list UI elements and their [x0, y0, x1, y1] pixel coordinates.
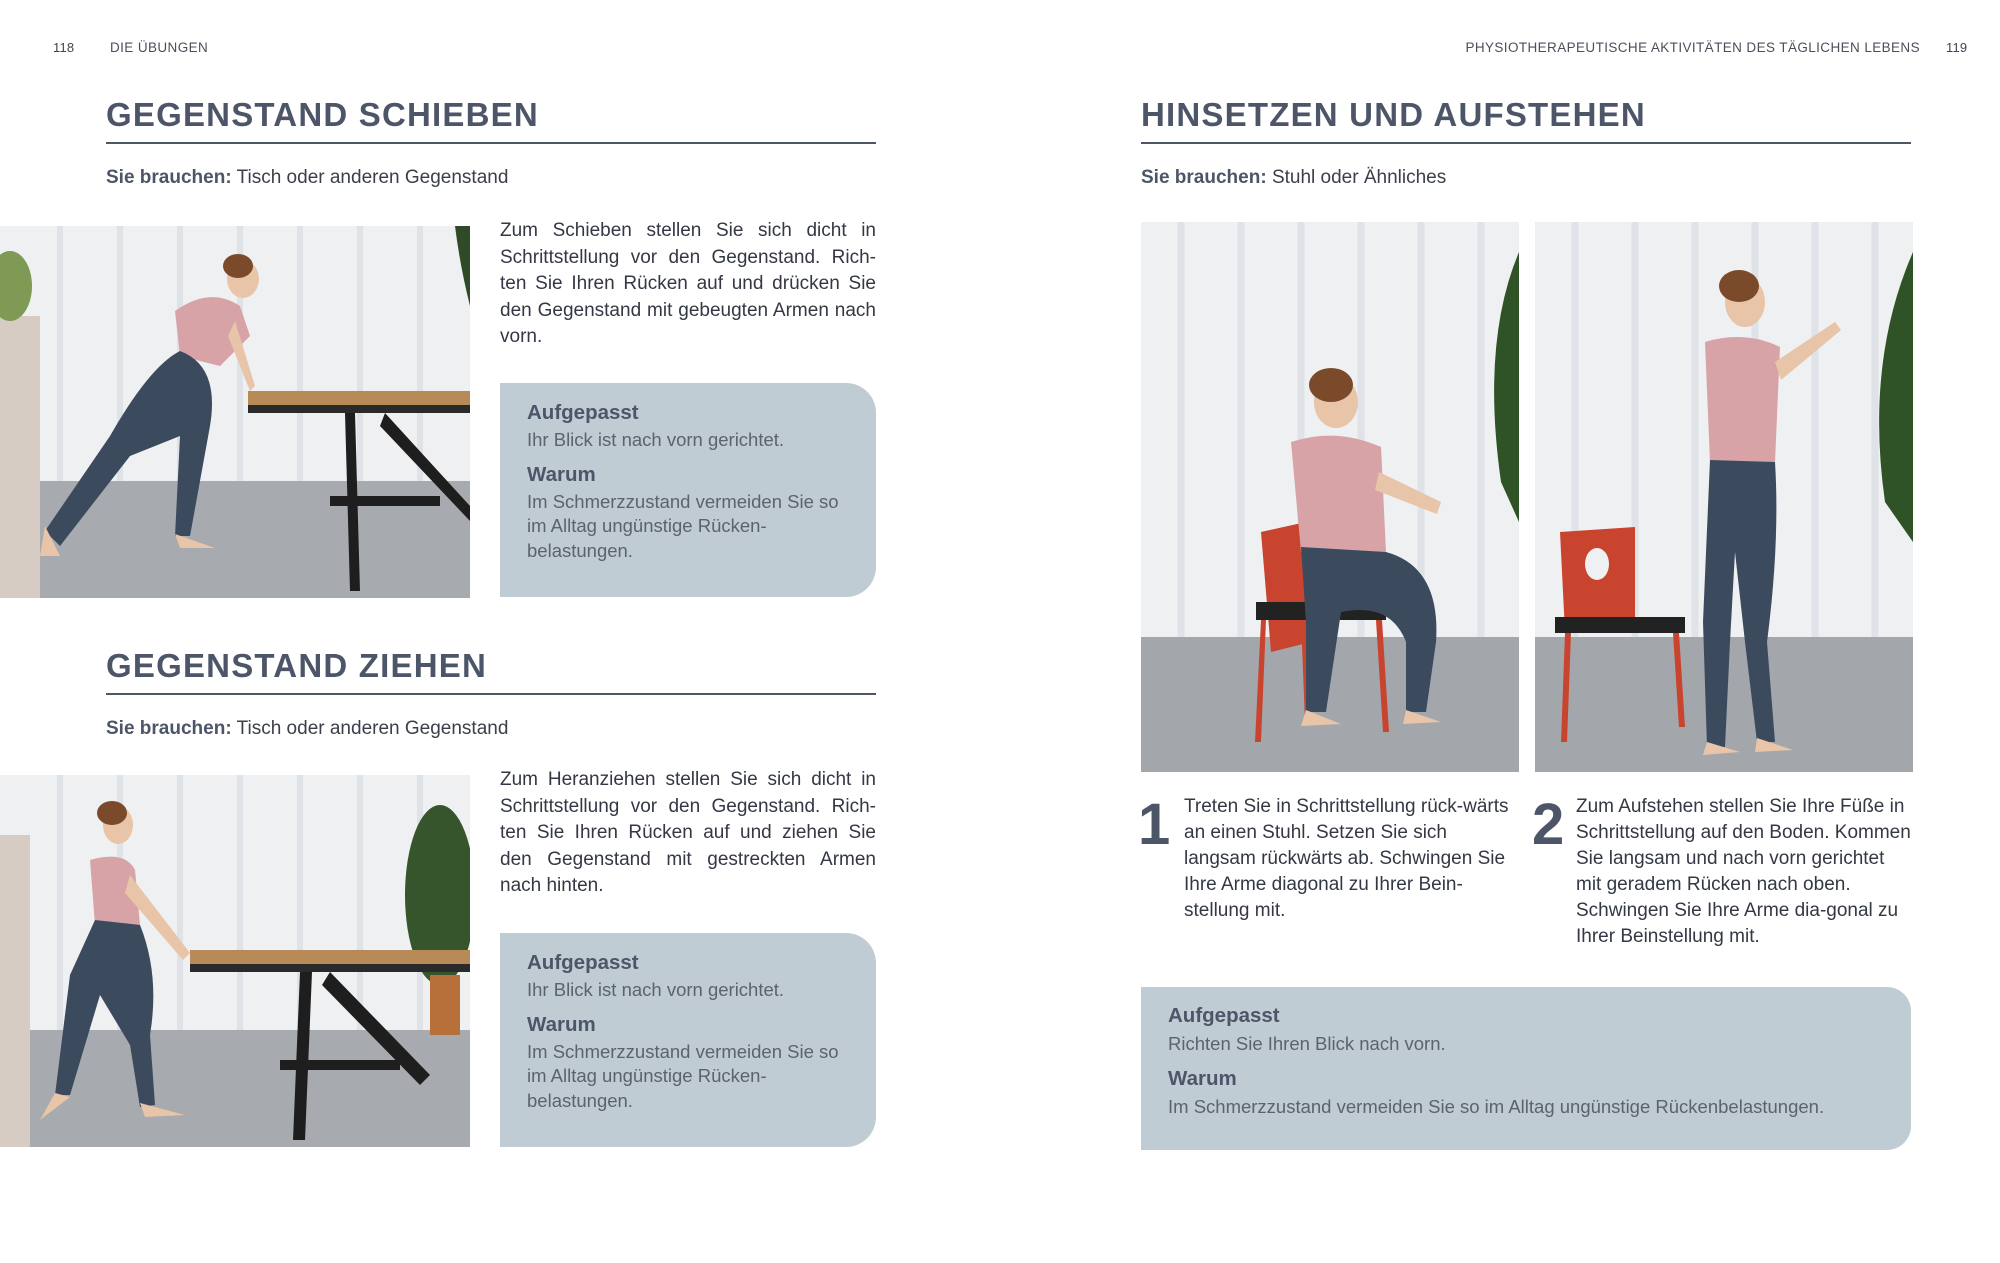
- requirement-label: Sie brauchen:: [106, 167, 232, 188]
- instructions-schieben: Zum Schieben stellen Sie sich dicht in Schrittstellung vor den Gegenstand. Rich-ten Sie Ihren Rücken auf und drücken Sie den Gegenstand mit gebeugten Armen nach vorn.: [500, 220, 876, 347]
- tip-heading-warum: Warum: [1168, 1066, 1237, 1090]
- tip-text-aufgepasst: Richten Sie Ihren Blick nach vorn.: [1168, 1033, 1446, 1054]
- requirement-hinsetzen: [1141, 167, 1446, 189]
- page-number-right: 119: [1946, 40, 1968, 55]
- running-head-right: PHYSIOTHERAPEUTISCHE AKTIVITÄTEN DES TÄGLICHEN LEBENS: [1465, 40, 1920, 55]
- tip-box-schieben: [500, 383, 876, 597]
- step-number-1: 1: [1138, 792, 1171, 857]
- tip-heading-warum: Warum: [527, 1012, 596, 1036]
- tip-heading-aufgepasst: Aufgepasst: [1168, 1004, 1280, 1027]
- tip-heading-aufgepasst: Aufgepasst: [527, 401, 639, 424]
- requirement-value: Tisch oder anderen Gegenstand: [236, 167, 509, 188]
- section-title-ziehen: GEGENSTAND ZIEHEN: [106, 647, 876, 695]
- tip-heading-aufgepasst: Aufgepasst: [527, 951, 639, 974]
- step-text-2: Zum Aufstehen stellen Sie Ihre Füße in Schrittstellung auf den Boden. Kommen Sie langsam und nach vorn gerichtet mit geradem Rücken nach oben. Schwingen Sie Ihre Arme dia-gonal zu Ihrer Beinstellung mit.: [1576, 796, 1911, 947]
- tip-box-hinsetzen: [1141, 987, 1911, 1150]
- photo-pulling-table: [0, 775, 470, 1147]
- requirement-label: Sie brauchen:: [1141, 167, 1267, 188]
- step-number-2: 2: [1532, 792, 1565, 857]
- requirement-value: Stuhl oder Ähnliches: [1271, 167, 1447, 188]
- tip-text-warum: Im Schmerzzustand vermeiden Sie so im Alltag ungünstige Rücken-belastungen.: [527, 490, 839, 561]
- tip-heading-warum: Warum: [527, 462, 596, 486]
- photo-sitting-down: [1141, 222, 1519, 772]
- photo-standing-up: [1535, 222, 1913, 772]
- tip-box-ziehen: [500, 933, 876, 1147]
- section-title-schieben: GEGENSTAND SCHIEBEN: [106, 96, 876, 144]
- requirement-ziehen: [106, 718, 508, 740]
- photo-pushing-table: [0, 226, 470, 598]
- tip-text-warum: Im Schmerzzustand vermeiden Sie so im Alltag ungünstige Rückenbelastungen.: [1168, 1095, 1825, 1117]
- requirement-label: Sie brauchen:: [106, 718, 232, 739]
- running-head-left: DIE ÜBUNGEN: [110, 40, 209, 55]
- requirement-value: Tisch oder anderen Gegenstand: [236, 718, 509, 739]
- instructions-ziehen: Zum Heranziehen stellen Sie sich dicht in Schrittstellung vor den Gegenstand. Rich-ten Sie Ihren Rücken auf und ziehen Sie den Gegenstand mit gestreckten Armen nach hinten.: [500, 769, 876, 896]
- step-text-1: Treten Sie in Schrittstellung rück-wärts an einen Stuhl. Setzen Sie sich langsam rückwärts ab. Schwingen Sie Ihre Arme diagonal zu Ihrer Bein-stellung mit.: [1184, 796, 1509, 921]
- tip-text-aufgepasst: Ihr Blick ist nach vorn gerichtet.: [527, 429, 785, 450]
- tip-text-aufgepasst: Ihr Blick ist nach vorn gerichtet.: [527, 979, 785, 1000]
- page-number-left: 118: [53, 40, 75, 55]
- requirement-schieben: [106, 167, 508, 189]
- section-title-hinsetzen: HINSETZEN UND AUFSTEHEN: [1141, 96, 1911, 144]
- tip-text-warum: Im Schmerzzustand vermeiden Sie so im Alltag ungünstige Rücken-belastungen.: [527, 1040, 839, 1111]
